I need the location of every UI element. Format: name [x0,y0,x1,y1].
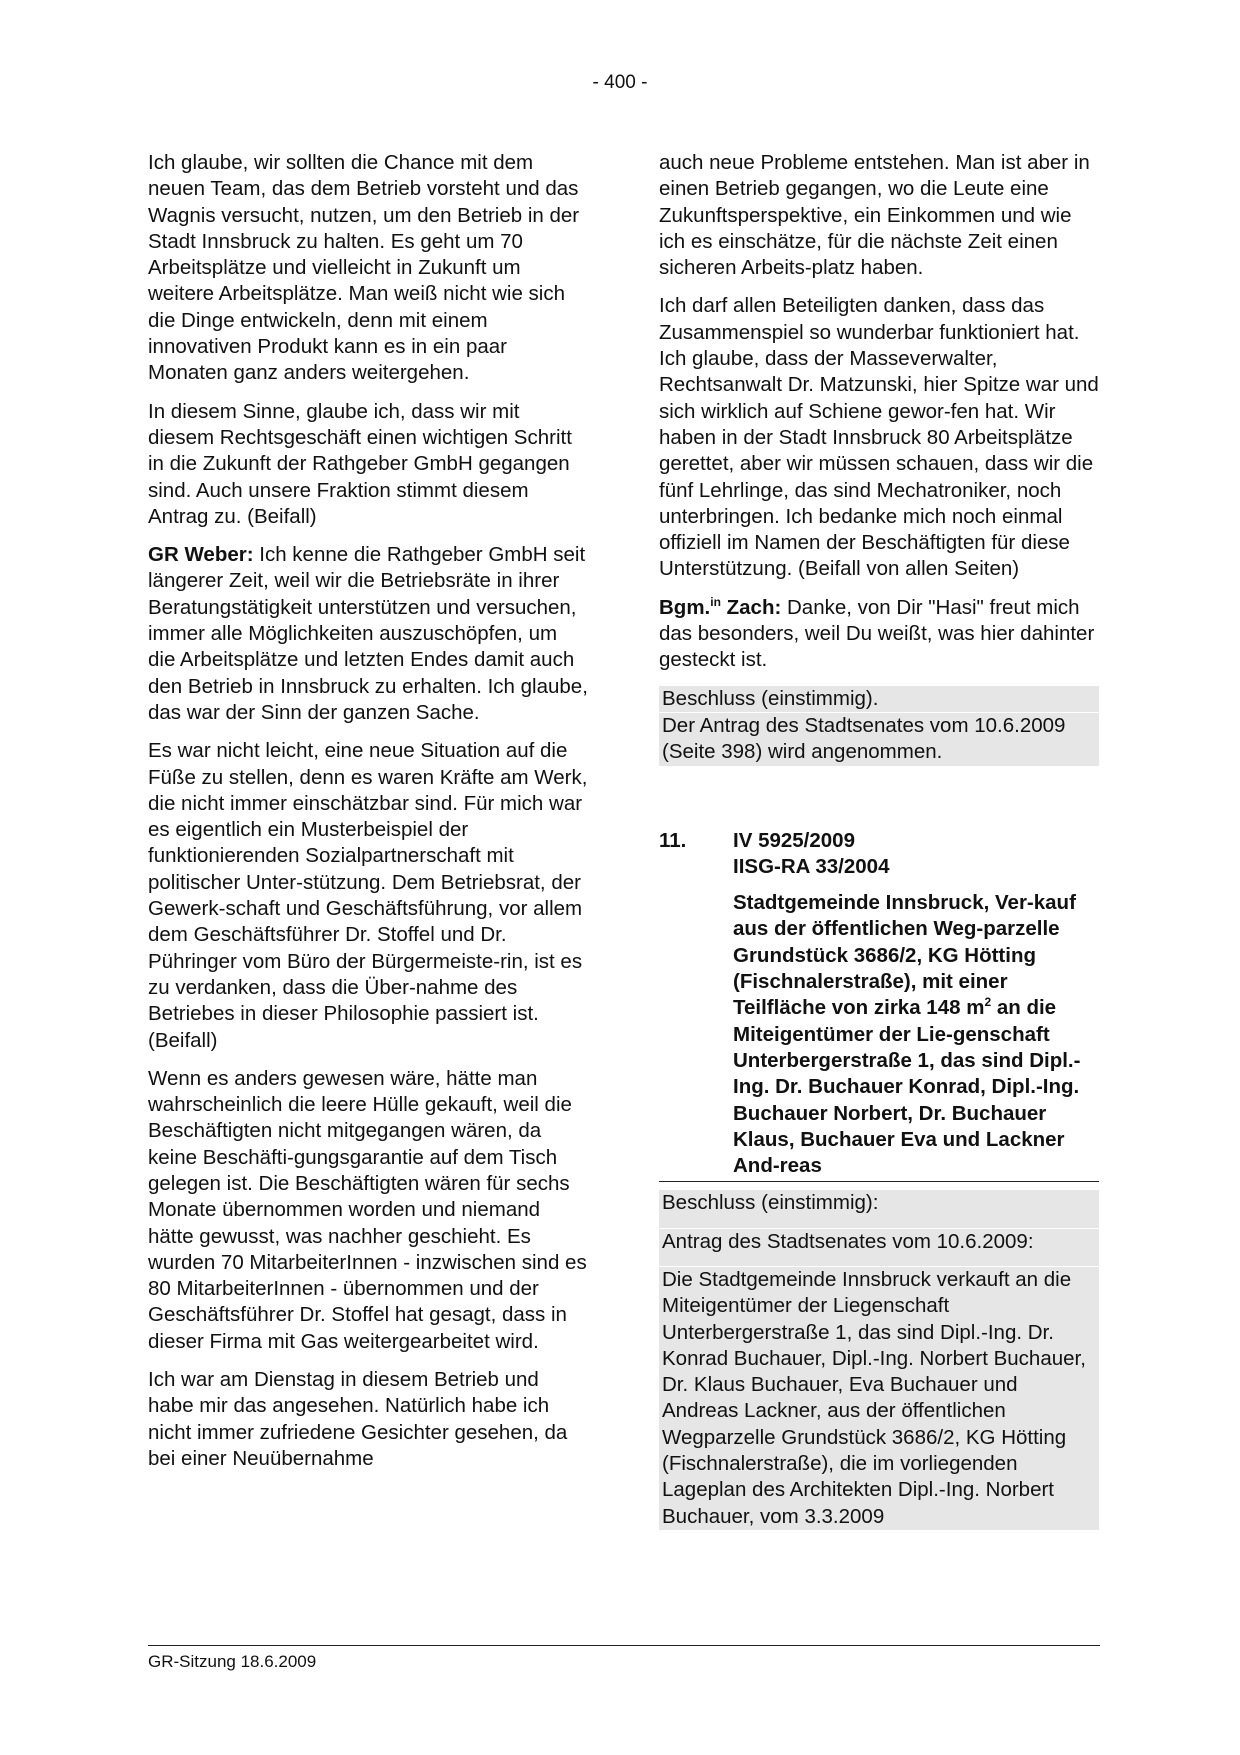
paragraph: auch neue Probleme entstehen. Man ist aber in einen Betrieb gegangen, wo die Leute eine Zukunftsperspektive, ein Einkommen und wie ich es einschätze, für die nächste Zeit einen sicheren Arbeits-platz haben. [659,151,1090,280]
paragraph [659,595,1099,674]
left-column [148,150,588,1484]
speaker-name: GR Weber: [148,543,254,567]
resolution-label: Beschluss (einstimmig): [659,1190,1099,1227]
right-column [659,150,1099,1542]
paragraph: Ich war am Dienstag in diesem Betrieb und habe mir das angesehen. Natürlich habe ich nicht immer zufriedene Gesichter gesehen, da bei einer Neuübernahme [148,1368,568,1470]
speech-text: Ich kenne die Rathgeber GmbH seit längerer Zeit, weil wir die Betriebsräte in ihrer Beratungstätigkeit unterstützen und versuchen, immer alle Möglichkeiten auszuschöpfen, um die Arbeitsplätze und letzten Endes damit auch den Betrieb in Innsbruck zu erhalten. Ich glaube, das war der Sinn der ganzen Sache. [148,543,588,724]
resolution-text: Die Stadtgemeinde Innsbruck verkauft an die Miteigentümer der Liegenschaft Unterbergerstraße 1, das sind Dipl.-Ing. Dr. Konrad Buchauer, Dipl.-Ing. Norbert Buchauer, Dr. Klaus Buchauer, Eva Buchauer und Andreas Lackner, aus der öffentlichen Wegparzelle Grundstück 3686/2, KG Hötting (Fischnalerstraße), die im vorliegenden Lageplan des Architekten Dipl.-Ing. Norbert Buchauer, vom 3.3.2009 [659,1267,1099,1530]
agenda-item-code: IISG-RA 33/2004 [733,854,890,878]
paragraph: Ich glaube, wir sollten die Chance mit dem neuen Team, das dem Betrieb vorsteht und das Wagnis versucht, nutzen, um den Betrieb in der Stadt Innsbruck zu halten. Es geht um 70 Arbeitsplätze und vielleicht in Zukunft um weitere Arbeitsplätze. Man weiß nicht wie sich die Dinge entwickeln, denn mit einem innovativen Produkt kann es in ein paar Monaten ganz anders weitergehen. [148,151,580,385]
resolution-block [659,1190,1099,1530]
speech-text: Danke, von Dir "Hasi" freut mich das besonders, weil Du weißt, was hier dahinter gesteckt ist. [659,595,1095,672]
paragraph [148,542,588,726]
footer-divider [148,1645,1100,1646]
speaker-name: Bgm.$^{in}$ Zach: [659,594,782,619]
agenda-item-number: 11. [659,828,687,852]
agenda-item-codes [733,828,1099,881]
agenda-item-title: Stadtgemeinde Innsbruck, Ver-kauf aus der öffentlichen Weg-parzelle Grundstück 3686/2, KG Hötting (Fischnalerstraße), mit einer Teilfläche von zirka 148 $m^2$ an die Miteigentümer der Lie-genschaft Unterbergerstraße 1, das sind Dipl.-Ing. Dr. Buchauer Konrad, Dipl.-Ing. Buchauer Norbert, Dr. Buchauer Klaus, Buchauer Eva und Lackner And-reas [733,891,1081,1178]
paragraph: In diesem Sinne, glaube ich, dass wir mit diesem Rechtsgeschäft einen wichtigen Schritt in die Zukunft der Rathgeber GmbH gegangen sind. Auch unsere Fraktion stimmt diesem Antrag zu. (Beifall) [148,399,572,528]
agenda-item-code: IV 5925/2009 [733,828,855,852]
resolution-line: Antrag des Stadtsenates vom 10.6.2009: [659,1229,1099,1266]
resolution-block [659,686,1099,766]
paragraph: Ich darf allen Beteiligten danken, dass das Zusammenspiel so wunderbar funktioniert hat. Ich glaube, dass der Masseverwalter, Rechtsanwalt Dr. Matzunski, hier Spitze war und sich wirklich auf Schiene gewor-fen hat. Wir haben in der Stadt Innsbruck 80 Arbeitsplätze gerettet, aber wir müssen schauen, dass wir die fünf Lehrlinge, das sind Mechatroniker, noch unterbringen. Ich bedanke mich noch einmal offiziell im Namen der Beschäftigten für diese Unterstützung. (Beifall von allen Seiten) [659,294,1099,581]
page-number: - 400 - [592,72,648,93]
divider [659,1181,1099,1182]
resolution-label: Beschluss (einstimmig). [659,686,1099,712]
paragraph: Wenn es anders gewesen wäre, hätte man wahrscheinlich die leere Hülle gekauft, weil die Beschäftigten nicht mitgegangen wären, da keine Beschäfti-gungsgarantie auf dem Tisch gelegen ist. Die Beschäftigten wären für sechs Monate übernommen worden und niemand hätte gewusst, was nachher geschieht. Es wurden 70 MitarbeiterInnen - inzwischen sind es 80 MitarbeiterInnen - übernommen und der Geschäftsführer Dr. Stoffel hat gesagt, dass in dieser Firma mit Gas weitergearbeitet wird. [148,1066,587,1353]
paragraph: Es war nicht leicht, eine neue Situation auf die Füße zu stellen, denn es waren Kräfte am Werk, die nicht immer einschätzbar sind. Für mich war es eigentlich ein Musterbeispiel der funktionierenden Sozialpartnerschaft mit politischer Unter-stützung. Dem Betriebsrat, der Gewerk-schaft und Geschäftsführung, vor allem dem Geschäftsführer Dr. Stoffel und Dr. Pühringer vom Büro der Bürgermeiste-rin, ist es zu verdanken, dass die Über-nahme des Betriebes in dieser Philosophie passiert ist. (Beifall) [148,739,588,1052]
resolution-text: Der Antrag des Stadtsenates vom 10.6.2009 (Seite 398) wird angenommen. [659,713,1099,766]
agenda-item-header [659,828,1099,1180]
footer-text: GR-Sitzung 18.6.2009 [148,1652,317,1671]
